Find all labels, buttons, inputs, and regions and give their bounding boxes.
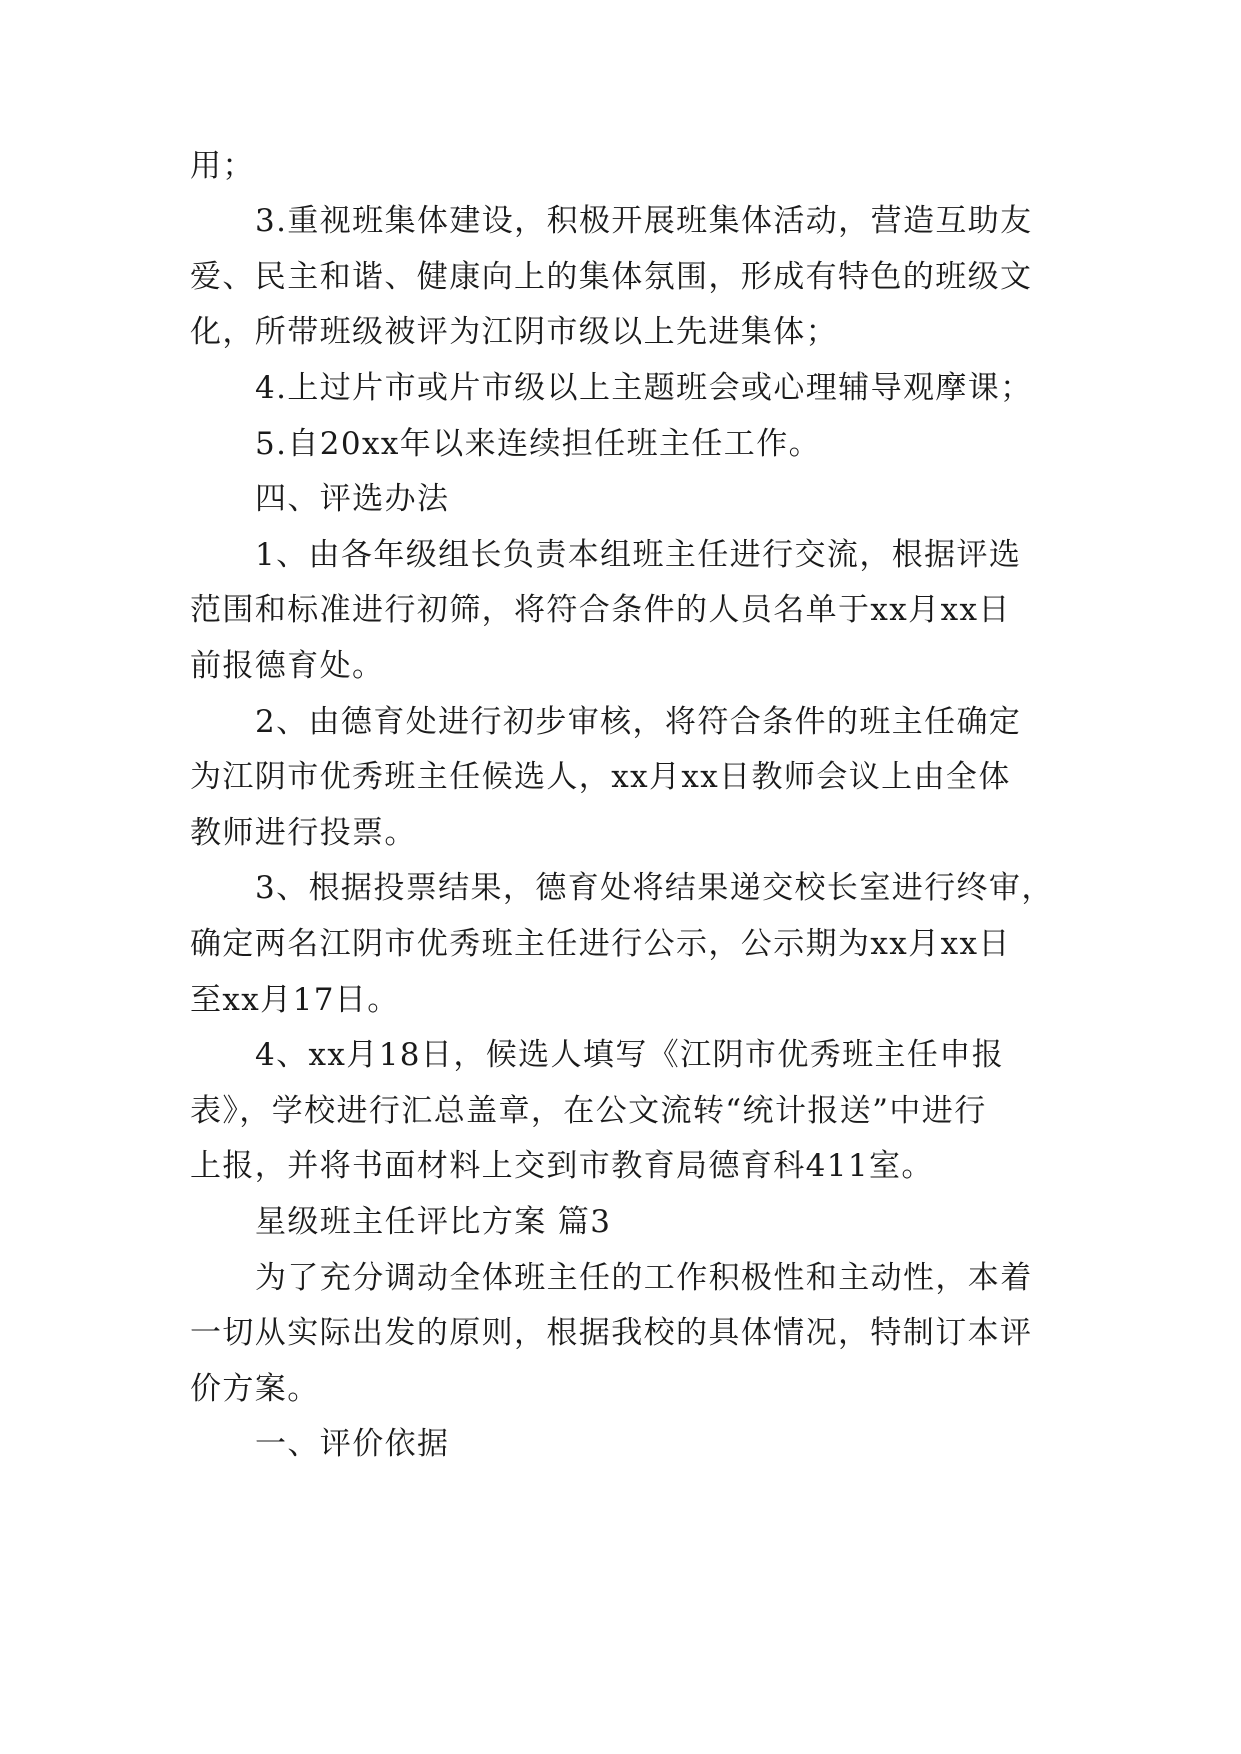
text-line-22: 一切从实际出发的原则，根据我校的具体情况，特制订本评 bbox=[190, 1315, 1033, 1351]
text-line-14: 3、根据投票结果，德育处将结果递交校长室进行终审， bbox=[255, 870, 1054, 906]
text-line-16: 至xx月17日。 bbox=[190, 982, 400, 1018]
section-heading-1: 一、评价依据 bbox=[255, 1426, 450, 1462]
text-line-9: 范围和标准进行初筛，将符合条件的人员名单于xx月xx日 bbox=[190, 592, 1011, 628]
text-line-5: 4.上过片市或片市级以上主题班会或心理辅导观摩课； bbox=[255, 370, 1033, 406]
article-title: 星级班主任评比方案 篇3 bbox=[255, 1204, 612, 1240]
text-line-18: 表》，学校进行汇总盖章，在公文流转“统计报送”中进行 bbox=[190, 1093, 987, 1129]
text-line-12: 为江阴市优秀班主任候选人，xx月xx日教师会议上由全体 bbox=[190, 759, 1011, 795]
section-heading-4: 四、评选办法 bbox=[255, 481, 450, 517]
text-line-1: 用； bbox=[190, 148, 255, 184]
text-line-11: 2、由德育处进行初步审核，将符合条件的班主任确定 bbox=[255, 704, 1022, 740]
text-line-19: 上报，并将书面材料上交到市教育局德育科411室。 bbox=[190, 1148, 934, 1184]
text-line-8: 1、由各年级组长负责本组班主任进行交流，根据评选 bbox=[255, 537, 1022, 573]
text-line-3: 爱、民主和谐、健康向上的集体氛围，形成有特色的班级文 bbox=[190, 259, 1033, 295]
text-line-10: 前报德育处。 bbox=[190, 648, 385, 684]
text-line-6: 5.自20xx年以来连续担任班主任工作。 bbox=[255, 426, 821, 462]
text-line-21: 为了充分调动全体班主任的工作积极性和主动性，本着 bbox=[255, 1260, 1033, 1296]
text-line-23: 价方案。 bbox=[190, 1371, 320, 1407]
text-line-13: 教师进行投票。 bbox=[190, 815, 417, 851]
text-line-4: 化，所带班级被评为江阴市级以上先进集体； bbox=[190, 314, 838, 350]
text-line-15: 确定两名江阴市优秀班主任进行公示，公示期为xx月xx日 bbox=[190, 926, 1011, 962]
text-line-17: 4、xx月18日，候选人填写《江阴市优秀班主任申报 bbox=[255, 1037, 1005, 1073]
text-line-2: 3.重视班集体建设，积极开展班集体活动，营造互助友 bbox=[255, 203, 1033, 239]
